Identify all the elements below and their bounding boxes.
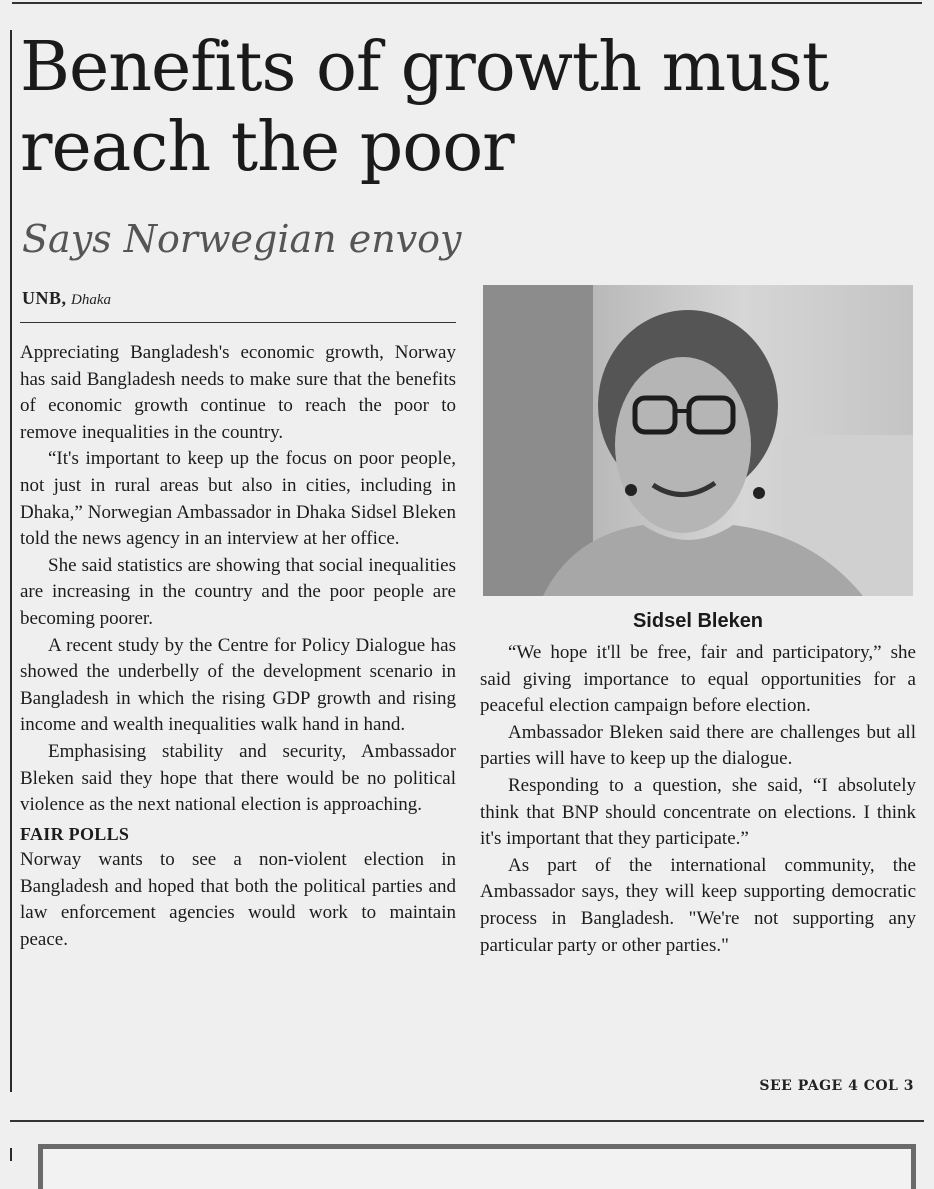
bottom-rule xyxy=(10,1120,924,1122)
byline-rule xyxy=(20,322,456,323)
byline xyxy=(22,288,111,309)
top-rule xyxy=(12,2,922,4)
paragraph: A recent study by the Centre for Policy Dialogue has showed the underbelly of the development scenario in Bangladesh in which the rising GDP growth and rising income and wealth inequalities walk hand in hand. xyxy=(20,634,456,736)
subheadline: Says Norwegian envoy xyxy=(22,217,462,261)
paragraph: Responding to a question, she said, “I absolutely think that BNP should concentrate on elections. I think it's important that they participate.” xyxy=(480,774,916,850)
portrait-photo xyxy=(483,285,913,596)
next-article-frame xyxy=(38,1144,916,1189)
byline-place: Dhaka xyxy=(71,292,112,308)
continuation-line: SEE PAGE 4 COL 3 xyxy=(759,1078,914,1094)
paragraph: “It's important to keep up the focus on poor people, not just in rural areas but also in cities, including in Dhaka,” Norwegian Ambassador in Dhaka Sidsel Bleken told the news agency in an interview at her office. xyxy=(20,448,456,550)
byline-agency: UNB, xyxy=(22,288,67,308)
paragraph: Appreciating Bangladesh's economic growth, Norway has said Bangladesh needs to make sure that the benefits of economic growth continue to reach the poor to remove inequalities in the country. xyxy=(20,342,456,443)
paragraph: She said statistics are showing that social inequalities are increasing in the country and the poor people are becoming poorer. xyxy=(20,554,456,629)
portrait-illustration xyxy=(483,285,913,596)
article-column-1 xyxy=(20,340,456,954)
paragraph: Ambassador Bleken said there are challenges but all parties will have to keep up the dialogue. xyxy=(480,721,916,770)
section-heading: FAIR POLLS xyxy=(20,823,130,844)
left-column-rule xyxy=(10,30,12,1092)
paragraph: Emphasising stability and security, Ambassador Bleken said they hope that there would be no political violence as the next national election is approaching. xyxy=(20,740,456,816)
paragraph: As part of the international community, the Ambassador says, they will keep supporting democratic process in Bangladesh. "We're not supporting any particular party or other parties." xyxy=(480,854,916,956)
paragraph: Norway wants to see a non-violent election in Bangladesh and hoped that both the political parties and law enforcement agencies would work to maintain peace. xyxy=(20,849,456,951)
paragraph: “We hope it'll be free, fair and participatory,” she said giving importance to equal opportunities for a peaceful election campaign before election. xyxy=(480,642,916,717)
photo-caption: Sidsel Bleken xyxy=(632,610,764,632)
article-column-2 xyxy=(480,640,916,959)
headline: Benefits of growth must reach the poor xyxy=(20,28,829,187)
left-rule-stub xyxy=(10,1148,12,1161)
